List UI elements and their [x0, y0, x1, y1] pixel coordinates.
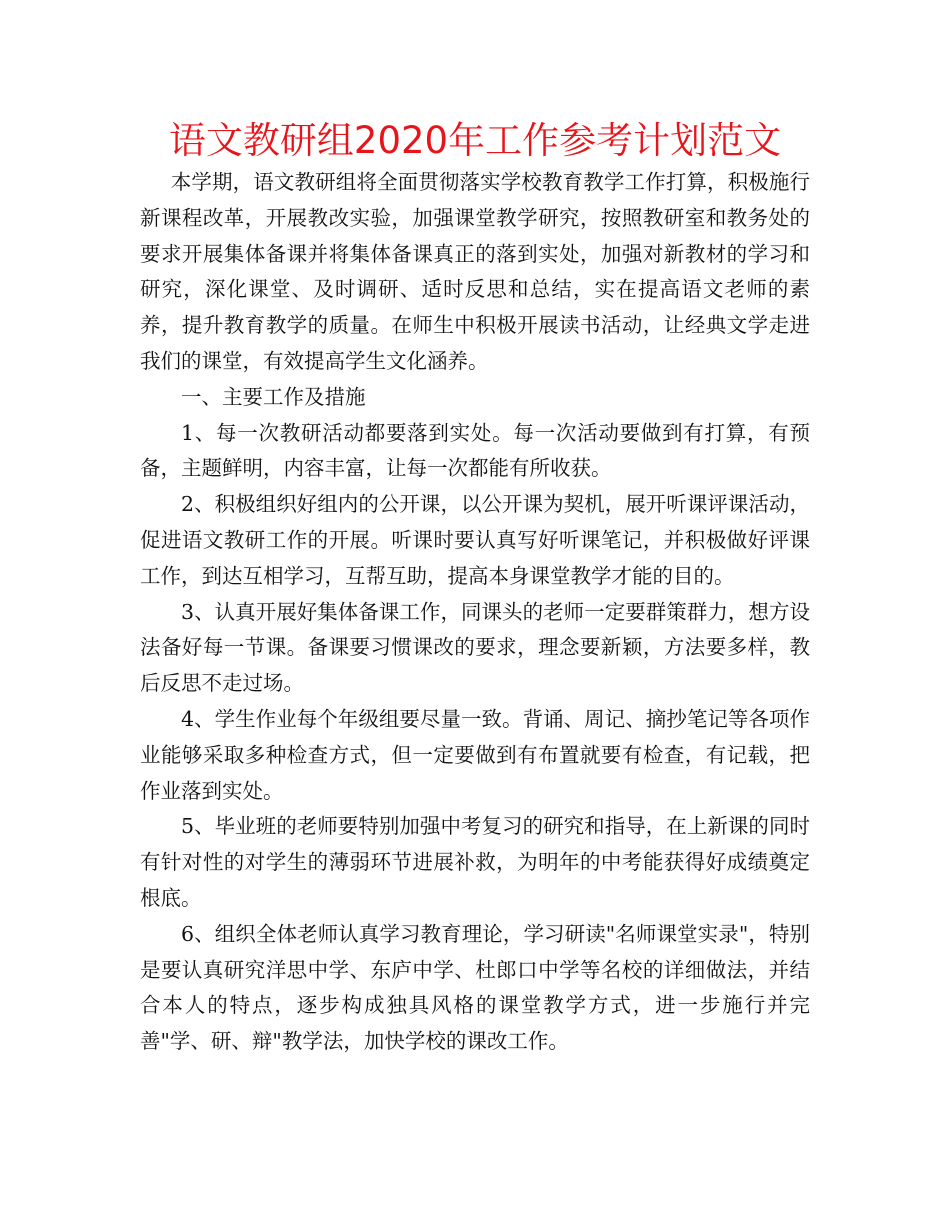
- list-item-4: 4、学生作业每个年级组要尽量一致。背诵、周记、摘抄笔记等各项作业能够采取多种检查方式，但一定要做到有布置就要有检查，有记载，把作业落到实处。: [140, 706, 810, 803]
- list-item-2: 2、积极组织好组内的公开课，以公开课为契机，展开听课评课活动，促进语文教研工作的开展。听课时要认真写好听课笔记，并积极做好评课工作，到达互相学习，互帮互助，提高本身课堂教学才能的目的。: [140, 492, 810, 588]
- list-item-6: 6、组织全体老师认真学习教育理论，学习研读"名师课堂实录"，特别是要认真研究洋思中学、东庐中学、杜郎口中学等名校的详细做法，并结合本人的特点，逐步构成独具风格的课堂教学方式，进一步施行并完善"学、研、辩"教学法，加快学校的课改工作。: [140, 921, 810, 1054]
- document-body: [140, 165, 810, 1060]
- list-item-1: 1、每一次教研活动都要落到实处。每一次活动要做到有打算，有预备，主题鲜明，内容丰富，让每一次都能有所收获。: [140, 420, 810, 481]
- list-item-5: 5、毕业班的老师要特别加强中考复习的研究和指导，在上新课的同时有针对性的对学生的薄弱环节进展补救，为明年的中考能获得好成绩奠定根底。: [140, 814, 810, 910]
- section-heading: 一、主要工作及措施: [181, 384, 366, 409]
- intro-paragraph: 本学期，语文教研组将全面贯彻落实学校教育教学工作打算，积极施行新课程改革，开展教改实验，加强课堂教学研究，按照教研室和教务处的要求开展集体备课并将集体备课真正的落到实处，加强对新教材的学习和研究，深化课堂、及时调研、适时反思和总结，实在提高语文老师的素养，提升教育教学的质量。在师生中积极开展读书活动，让经典文学走进我们的课堂，有效提高学生文化涵养。: [140, 170, 810, 373]
- list-item-3: 3、认真开展好集体备课工作，同课头的老师一定要群策群力，想方设法备好每一节课。备课要习惯课改的要求，理念要新颖，方法要多样，教后反思不走过场。: [140, 599, 810, 696]
- document-title: 语文教研组2020年工作参考计划范文: [168, 119, 782, 162]
